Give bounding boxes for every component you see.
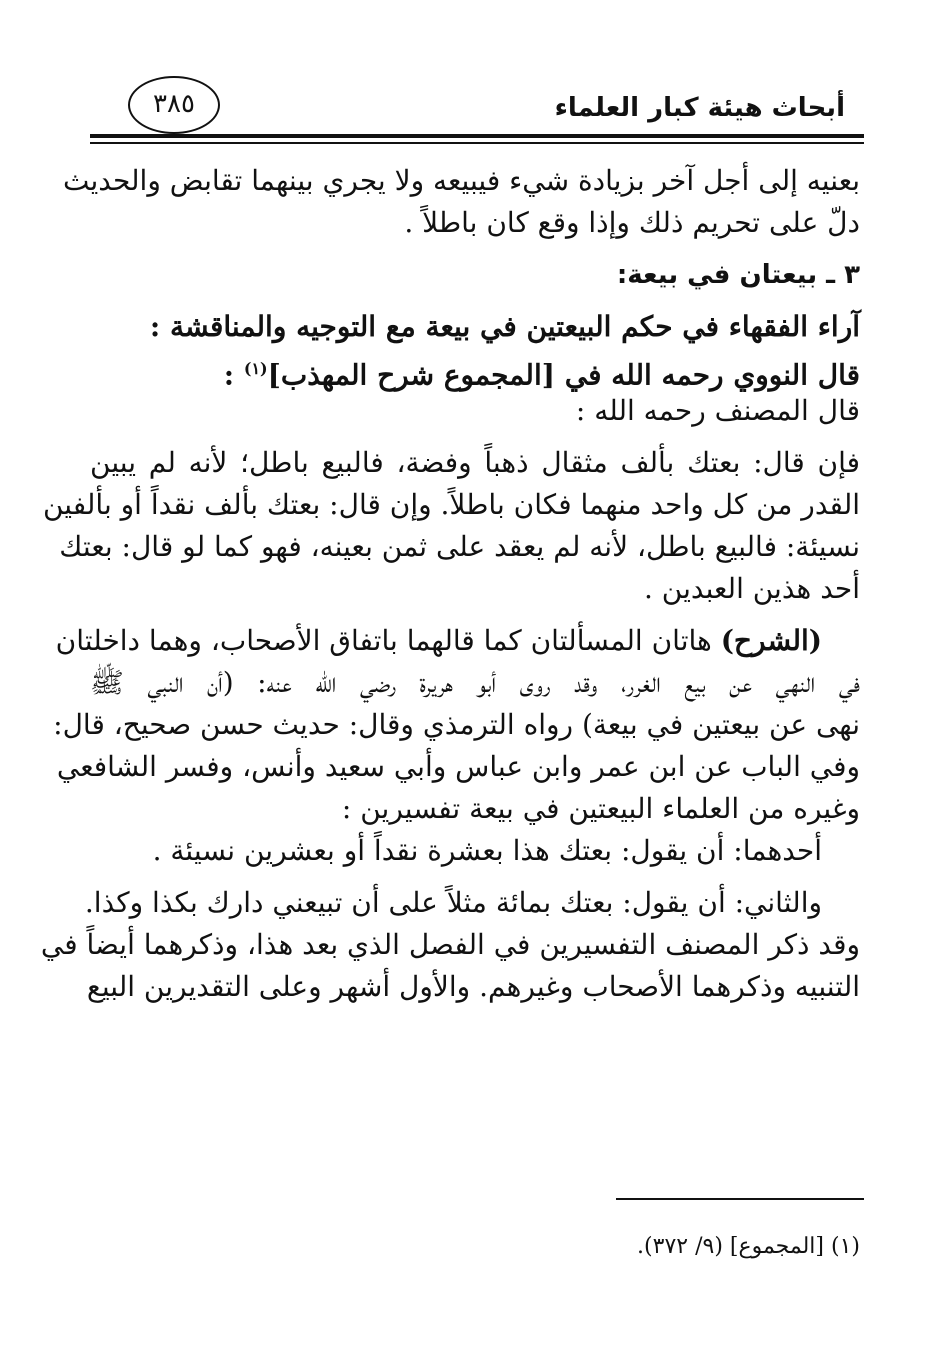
header-rule-thin	[90, 142, 864, 144]
running-title: أبحاث هيئة كبار العلماء	[554, 93, 845, 123]
text-line	[55, 620, 860, 662]
subheading: آراء الفقهاء في حكم البيعتين في بيعة مع التوجيه والمناقشة :	[149, 310, 860, 343]
text-line: القدر من كل واحد منهما فكان باطلاً. وإن قال: بعتك بألف نقداً أو بألفين	[42, 488, 860, 521]
footnote-ref: (١)	[243, 359, 268, 378]
quote-intro-colon: :	[223, 358, 244, 392]
quote-intro	[90, 348, 860, 390]
text-line: وقد ذكر المصنف التفسيرين في الفصل الذي بعد هذا، وذكرهما أيضاً في	[40, 928, 860, 961]
text-line: نسيئة: فالبيع باطل، لأنه لم يعقد على ثمن بعينه، فهو كما لو قال: بعتك	[59, 530, 860, 563]
section-heading: ٣ ـ بيعتان في بيعة:	[616, 260, 860, 290]
footnote: (١) [المجموع] (٩/ ٣٧٢).	[637, 1234, 860, 1259]
quote-intro-text: قال النووي رحمه الله في [المجموع شرح المهذب]	[267, 358, 860, 392]
text-line: وفي الباب عن ابن عمر وابن عباس وأبي سعيد وأنس، وفسر الشافعي	[56, 750, 860, 783]
text-line: أحد هذين العبدين .	[643, 572, 860, 605]
text-line: والثاني: أن يقول: بعتك بمائة مثلاً على أن تبيعني دارك بكذا وكذا.	[84, 886, 822, 919]
text-line: نهى عن بيعتين في بيعة) رواه الترمذي وقال: حديث حسن صحيح، قال:	[53, 708, 860, 741]
sharh-label: (الشرح)	[720, 624, 822, 657]
text-line: دلّ على تحريم ذلك وإذا وقع كان باطلاً .	[404, 206, 860, 239]
text-line: فإن قال: بعتك بألف مثقال ذهباً وفضة، فالبيع باطل؛ لأنه لم يبين	[90, 446, 860, 479]
text-line: قال المصنف رحمه الله :	[575, 394, 860, 427]
body-text	[40, 160, 860, 1008]
header-rule-thick	[90, 134, 864, 138]
footnote-rule	[616, 1198, 864, 1200]
text-line: بعنيه إلى أجل آخر بزيادة شيء فيبيعه ولا يجري بينهما تقابض والحديث	[62, 164, 860, 197]
sharh-text: هاتان المسألتان كما قالهما باتفاق الأصحاب، وهما داخلتان	[55, 624, 721, 657]
text-line: التنبيه وذكرهما الأصحاب وغيرهم. والأول أشهر وعلى التقديرين البيع	[86, 970, 860, 1003]
text-line: في النهي عن بيع الغرر، وقد روى أبو هريرة رضي الله عنه: (أن النبي ﷺ	[90, 666, 860, 699]
page-number: ٣٨٥	[128, 76, 220, 134]
text-line: وغيره من العلماء البيعتين في بيعة تفسيرين :	[341, 792, 860, 825]
text-line: أحدهما: أن يقول: بعتك هذا بعشرة نقداً أو بعشرين نسيئة .	[152, 834, 822, 867]
